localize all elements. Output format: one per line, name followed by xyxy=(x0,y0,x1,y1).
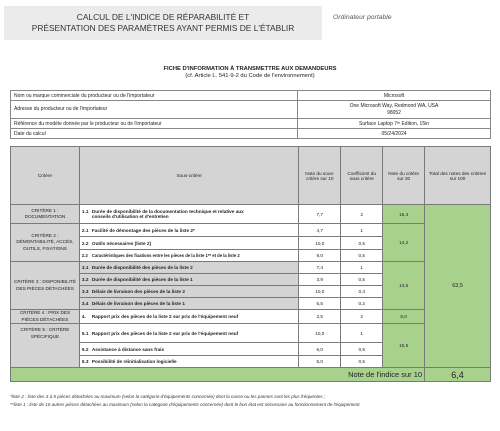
index-row xyxy=(11,368,491,382)
coef-4: 2 xyxy=(341,310,383,324)
subcriterion-3-4: 3.4 Délais de livraison des pièces de la liste 1 xyxy=(79,298,298,310)
criterion-2: CRITÈRE 2 : DÉMONTABILITÉ, ACCÈS, OUTILS, FIXATIONS xyxy=(11,224,80,262)
info-row xyxy=(11,129,491,139)
coef-3-2: 0,5 xyxy=(341,274,383,286)
index-label: Note de l'indice sur 10 xyxy=(11,368,425,382)
subcriterion-3-1: 3.1 Durée de disponibilité des pièces de la liste 2 xyxy=(79,262,298,274)
header-note-sous-critere: Note du sous-critère sur 10 xyxy=(299,147,341,205)
note-3-3: 10,0 xyxy=(299,286,341,298)
coef-3-3: 0,3 xyxy=(341,286,383,298)
coef-5-2: 0,5 xyxy=(341,343,383,356)
note-5-2: 6,0 xyxy=(299,343,341,356)
subcriterion-5-3: 5.3 Possibilité de réinitialisation logicielle xyxy=(79,356,298,368)
score-criterion-5: 15,5 xyxy=(383,324,425,368)
note-3-1: 7,4 xyxy=(299,262,341,274)
info-value: Microsoft xyxy=(298,91,491,101)
criterion-3: CRITÈRE 3 : DISPONIBILITÉ DES PIÈCES DÉTACHÉES xyxy=(11,262,80,310)
table-row xyxy=(11,262,491,274)
note-2-1: 4,7 xyxy=(299,224,341,237)
criterion-4: CRITÈRE 4 : PRIX DES PIÈCES DÉTACHÉES xyxy=(11,310,80,324)
coef-2-2: 0,5 xyxy=(341,237,383,250)
info-label: Référence du modèle donnée par le producteur ou de l'importateur xyxy=(11,119,298,129)
score-table-header xyxy=(11,147,491,205)
footnote-liste-1: **liste 1 : liste de 10 autres pièces détachées au maximum (selon la catégorie d'équipements concernée) dont le bon état est nécessaire au fonctionnement de l'équipement xyxy=(10,402,360,407)
info-row xyxy=(11,101,491,119)
header-title-line1: CALCUL DE L'INDICE DE RÉPARABILITÉ ET xyxy=(76,12,250,22)
score-criterion-3: 13,5 xyxy=(383,262,425,310)
sheet-subtitle: (cf. Article L. 541-9-2 du Code de l'environnement) xyxy=(185,73,315,79)
address-line2: 98052 xyxy=(387,109,401,116)
address-line1: One Microsoft Way, Redmond WA, USA xyxy=(349,102,439,109)
criterion-5: CRITÈRE 5 : CRITÈRE SPÉCIFIQUE xyxy=(11,324,80,368)
coef-3-4: 0,2 xyxy=(341,298,383,310)
header-coefficient: Coefficient du sous critère xyxy=(341,147,383,205)
info-row xyxy=(11,91,491,101)
coef-3-1: 1 xyxy=(341,262,383,274)
subcriterion-2-1: 2.1 Facilité de démontage des pièces de la liste 2* xyxy=(79,224,298,237)
header-sous-critere: Sous-critère xyxy=(79,147,298,205)
subcriterion-3-2: 3.2 Durée de disponibilité des pièces de la liste 1 xyxy=(79,274,298,286)
coef-5-1: 1 xyxy=(341,324,383,343)
note-5-3: 5,0 xyxy=(299,356,341,368)
producer-info-table xyxy=(10,90,491,139)
note-3-4: 5,5 xyxy=(299,298,341,310)
subcriterion-4: 4. Rapport prix des pièces de la liste 2 sur prix de l'équipement neuf xyxy=(79,310,298,324)
coef-1-1: 2 xyxy=(341,205,383,224)
info-value xyxy=(298,101,491,119)
sheet-title: FICHE D'INFORMATION À TRANSMETTRE AUX DEMANDEURS xyxy=(163,66,337,72)
score-criterion-4: 5,0 xyxy=(383,310,425,324)
header-title-line2: PRÉSENTATION DES PARAMÈTRES AYANT PERMIS DE L'ÉTABLIR xyxy=(31,23,295,33)
info-label: Date du calcul xyxy=(11,129,298,139)
product-category: Ordinateur portable xyxy=(333,14,392,21)
subcriterion-5-1: 5.1 Rapport prix des pièces de la liste 2 sur prix de l'équipement neuf xyxy=(79,324,298,343)
subcriterion-2-2: 2.2 Outils nécessaires (liste 2) xyxy=(79,237,298,250)
note-4: 2,5 xyxy=(299,310,341,324)
subcriterion-2-3: 2.3 Caractéristiques des fixations entre les pièces de la liste 1** et de la liste 2 xyxy=(79,250,298,262)
header-title-box xyxy=(4,6,322,40)
criterion-1: CRITÈRE 1 : DOCUMENTATION xyxy=(11,205,80,224)
info-row xyxy=(11,119,491,129)
info-label: Nom ou marque commerciale du producteur ou de l'importateur xyxy=(11,91,298,101)
coef-5-3: 0,5 xyxy=(341,356,383,368)
note-2-3: 9,0 xyxy=(299,250,341,262)
coef-2-3: 0,5 xyxy=(341,250,383,262)
note-3-2: 3,9 xyxy=(299,274,341,286)
total-score: 63,5 xyxy=(425,205,491,368)
header-total: Total des notes des critères sur 100 xyxy=(425,147,491,205)
header-note-critere: Note du critère sur 20 xyxy=(383,147,425,205)
score-criterion-2: 14,2 xyxy=(383,224,425,262)
score-table xyxy=(10,146,491,382)
note-1-1: 7,7 xyxy=(299,205,341,224)
table-row xyxy=(11,224,491,237)
note-2-2: 10,0 xyxy=(299,237,341,250)
subcriterion-5-2: 5.2 Assistance à distance sans frais xyxy=(79,343,298,356)
subcriterion-1-1: 1.1 Durée de disponibilité de la documentation technique et relative aux conseils d'utilisation et d'entretien xyxy=(79,205,298,224)
subcriterion-3-3: 3.3 Délais de livraison des pièces de la liste 2 xyxy=(79,286,298,298)
index-value: 6,4 xyxy=(425,368,491,382)
coef-2-1: 1 xyxy=(341,224,383,237)
info-value: 05/24/2024 xyxy=(298,129,491,139)
table-row xyxy=(11,310,491,324)
footnote-liste-2: *liste 2 : liste des 3 à 5 pièces détachées au maximum (selon la catégorie d'équipements concernée) dont la casse ou les pannes sont les plus fréquentes ; xyxy=(10,394,326,399)
info-label: Adresse du producteur ou de l'importateur xyxy=(11,101,298,119)
table-row xyxy=(11,205,491,224)
score-criterion-1: 15,4 xyxy=(383,205,425,224)
note-5-1: 10,0 xyxy=(299,324,341,343)
table-row xyxy=(11,324,491,343)
info-value: Surface Laptop 7ᵗʰ Edition, 15in xyxy=(298,119,491,129)
header-critere: Critère xyxy=(11,147,80,205)
